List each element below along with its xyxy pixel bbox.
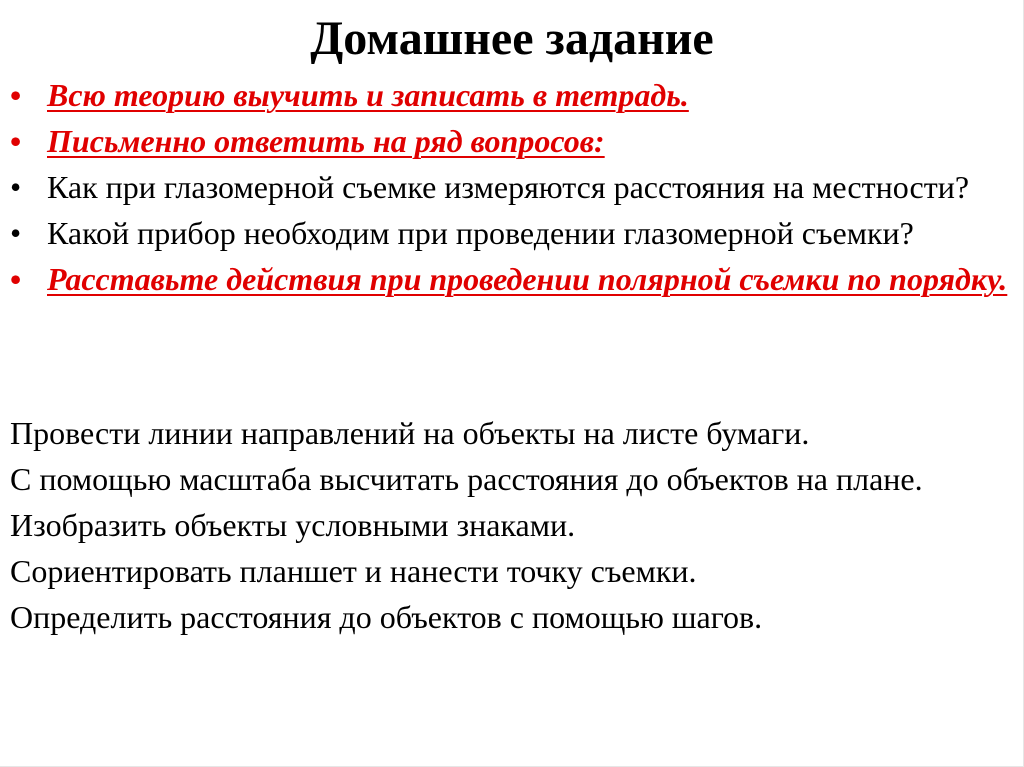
- question-instrument: [10, 214, 1010, 252]
- task-text: Всю теорию выучить и записать в тетрадь.: [47, 77, 689, 113]
- step-item: Изобразить объекты условными знаками.: [10, 507, 576, 543]
- task-text: Расставьте действия при проведении полярной съемки по порядку.: [47, 261, 1008, 297]
- question-text: Какой прибор необходим при проведении глазомерной съемки?: [47, 215, 914, 251]
- slide-title: Домашнее задание: [310, 12, 714, 65]
- question-text: Как при глазомерной съемке измеряются расстояния на местности?: [47, 169, 970, 205]
- step-item: Провести линии направлений на объекты на листе бумаги.: [10, 415, 810, 451]
- bullet-icon: •: [10, 215, 22, 251]
- task-list: [10, 76, 1010, 306]
- task-item-written: [10, 122, 1010, 160]
- task-item-order-steps: [10, 260, 1010, 298]
- bullet-icon: •: [10, 169, 22, 205]
- question-measure-distance: [10, 168, 1010, 206]
- step-item: Определить расстояния до объектов с помощью шагов.: [10, 599, 763, 635]
- step-item: С помощью масштаба высчитать расстояния до объектов на плане.: [10, 461, 923, 497]
- bullet-icon: •: [10, 123, 22, 159]
- task-text: Письменно ответить на ряд вопросов:: [47, 123, 605, 159]
- step-item: Сориентировать планшет и нанести точку съемки.: [10, 553, 697, 589]
- bullet-icon: •: [10, 261, 22, 297]
- steps-list: [10, 414, 1010, 644]
- bullet-icon: •: [10, 77, 22, 113]
- task-item-theory: [10, 76, 1010, 114]
